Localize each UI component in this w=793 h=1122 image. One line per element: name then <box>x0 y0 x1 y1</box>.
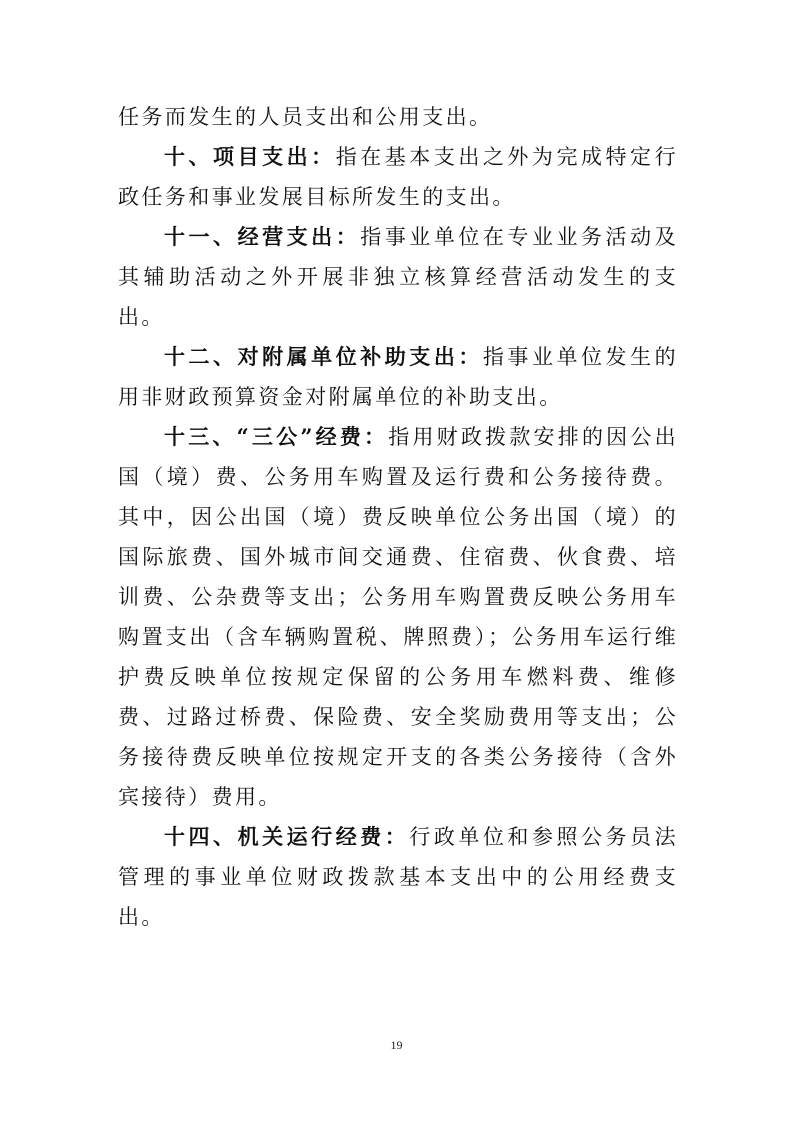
paragraph-text: 任务而发生的人员支出和公用支出。 <box>118 105 493 129</box>
paragraph-project-expenditure <box>118 137 678 217</box>
paragraph-text: 指事业单位在专业业务活动及其辅助活动之外开展非独立核算经营活动发生的支出。 <box>118 225 679 329</box>
page-number: 19 <box>390 1038 403 1052</box>
paragraph-operating-expenditure <box>118 217 678 337</box>
paragraph-text: 指用财政拨款安排的因公出国（境）费、公务用车购置及运行费和公务接待费。其中，因公出国（境）费反映单位公务出国（境）的国际旅费、国外城市间交通费、住宿费、伙食费、培训费、公杂费等支出；公务用车购置费反映公务用车购置支出（含车辆购置税、牌照费）；公务用车运行维护费反映单位按规定保留的公务用车燃料费、维修费、过路过桥费、保险费、安全奖励费用等支出；公务接待费反映单位按规定开支的各类公务接待（含外宾接待）费用。 <box>118 425 678 809</box>
term-heading: 十三、“三公”经费： <box>164 424 389 449</box>
term-heading: 十四、机关运行经费： <box>164 824 410 849</box>
term-heading: 十一、经营支出： <box>164 224 361 249</box>
paragraph-subsidiary-subsidy <box>118 337 678 417</box>
document-body <box>118 97 678 937</box>
paragraph-agency-operating-funds <box>118 817 678 937</box>
paragraph-three-public-expenses <box>118 417 678 817</box>
term-heading: 十二、对附属单位补助支出： <box>164 344 483 369</box>
paragraph-text: 行政单位和参照公务员法管理的事业单位财政拨款基本支出中的公用经费支出。 <box>118 825 678 929</box>
paragraph-continuation <box>118 97 678 137</box>
paragraph-text: 指事业单位发生的用非财政预算资金对附属单位的补助支出。 <box>118 345 678 409</box>
paragraph-text: 指在基本支出之外为完成特定行政任务和事业发展目标所发生的支出。 <box>118 145 678 209</box>
term-heading: 十、项目支出： <box>164 144 336 169</box>
